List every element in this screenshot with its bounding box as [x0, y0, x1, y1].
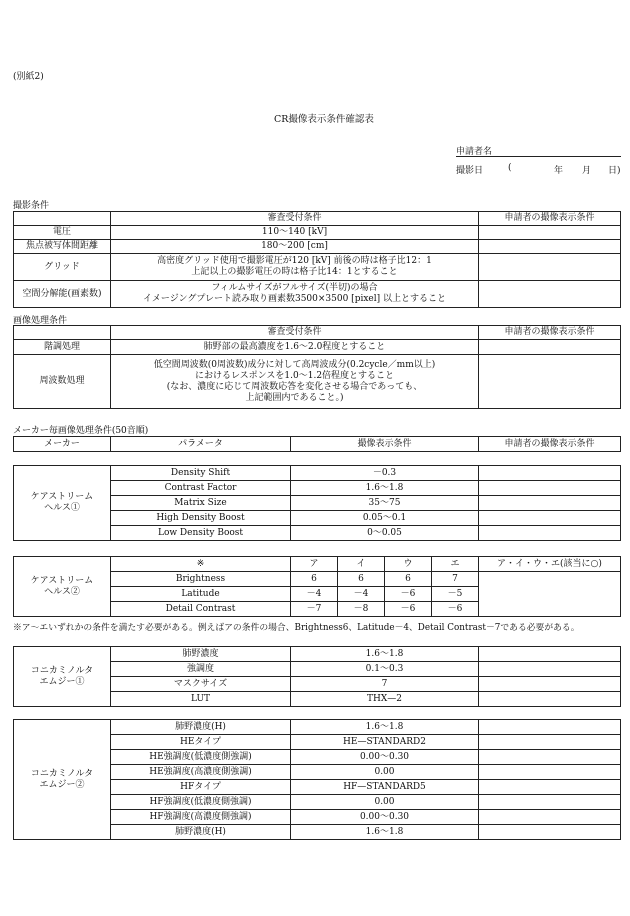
carestream2-table [13, 556, 621, 617]
condition-line: イメージングプレート読み取り画素数3500×3500 [pixel] 以上とすること [143, 294, 446, 304]
applicant-input-cell[interactable] [479, 662, 621, 677]
col-maker: メーカー [14, 437, 111, 452]
maker-line: ヘルス① [44, 503, 80, 513]
applicant-input-cell[interactable] [479, 647, 621, 662]
row-label: 周波数処理 [14, 355, 111, 409]
row-label: 階調処理 [14, 340, 111, 355]
param-cell: HF強調度(高濃度側強調) [111, 810, 291, 825]
param-cell: Latitude [111, 587, 291, 602]
applicant-option-header: ア・イ・ウ・エ(該当に○) [479, 557, 621, 572]
applicant-input-cell[interactable] [479, 795, 621, 810]
value-cell: －6 [432, 602, 479, 617]
param-cell: 肺野濃度(H) [111, 720, 291, 735]
maker-line: ヘルス② [44, 586, 80, 597]
mark-cell: ※ [111, 557, 291, 572]
value-cell: 0.05～0.1 [291, 511, 479, 526]
value-cell: 0.1～0.3 [291, 662, 479, 677]
row-label: 電圧 [14, 226, 111, 240]
value-cell: 7 [291, 677, 479, 692]
konica2-table [13, 719, 621, 840]
applicant-input-cell[interactable] [479, 240, 621, 254]
value-cell: －7 [291, 602, 338, 617]
value-cell: －8 [338, 602, 385, 617]
attachment-label: (別紙2) [13, 72, 44, 82]
applicant-input-cell[interactable] [479, 692, 621, 707]
maker-header-table [13, 436, 621, 452]
applicant-option-cell[interactable] [479, 572, 621, 617]
applicant-input-cell[interactable] [479, 254, 621, 281]
value-cell: －6 [385, 602, 432, 617]
col-cond: 撮像表示条件 [291, 437, 479, 452]
applicant-input-cell[interactable] [479, 496, 621, 511]
param-cell: 強調度 [111, 662, 291, 677]
maker-line: ケアストリーム [30, 575, 94, 586]
maker-line: コニカミノルタ [30, 665, 94, 676]
row-label: グリッド [14, 254, 111, 281]
value-cell: 7 [432, 572, 479, 587]
param-cell: High Density Boost [111, 511, 291, 526]
shooting-date-field[interactable] [456, 163, 621, 175]
date-label: 撮影日 [456, 166, 484, 176]
value-cell: 6 [385, 572, 432, 587]
param-cell: マスクサイズ [111, 677, 291, 692]
value-cell: 1.6～1.8 [291, 720, 479, 735]
applicant-input-cell[interactable] [479, 677, 621, 692]
value-cell: －0.3 [291, 466, 479, 481]
month-label: 月 [582, 166, 592, 176]
row-label: 焦点被写体間距離 [14, 240, 111, 254]
condition-text: 肺野部の最高濃度を1.6～2.0程度とすること [111, 340, 479, 355]
applicant-input-cell[interactable] [479, 226, 621, 240]
applicant-input-cell[interactable] [479, 281, 621, 308]
maker-cell [14, 720, 111, 840]
col-param: パラメータ [111, 437, 291, 452]
maker-cell [14, 647, 111, 707]
col-review: 審査受付条件 [111, 212, 479, 226]
col-applicant: 申請者の撮像表示条件 [479, 212, 621, 226]
param-cell: HE強調度(低濃度側強調) [111, 750, 291, 765]
condition-text [111, 355, 479, 409]
value-cell: HE—STANDARD2 [291, 735, 479, 750]
applicant-input-cell[interactable] [479, 466, 621, 481]
value-cell: 0.00 [291, 795, 479, 810]
param-cell: Contrast Factor [111, 481, 291, 496]
applicant-input-cell[interactable] [479, 750, 621, 765]
value-cell: －5 [432, 587, 479, 602]
param-cell: Matrix Size [111, 496, 291, 511]
shooting-conditions-table [13, 211, 621, 308]
applicant-input-cell[interactable] [479, 355, 621, 409]
maker-cell [14, 557, 111, 617]
day-label: 日) [608, 166, 621, 176]
param-cell: HFタイプ [111, 780, 291, 795]
applicant-input-cell[interactable] [479, 735, 621, 750]
param-cell: HEタイプ [111, 735, 291, 750]
value-cell: －6 [385, 587, 432, 602]
condition-text: 110～140 [kV] [111, 226, 479, 240]
value-cell: 0～0.05 [291, 526, 479, 541]
param-cell: LUT [111, 692, 291, 707]
condition-line: 上記範囲内であること。) [245, 392, 344, 403]
param-cell: Low Density Boost [111, 526, 291, 541]
param-cell: HE強調度(高濃度側強調) [111, 765, 291, 780]
param-cell: Density Shift [111, 466, 291, 481]
col-applicant: 申請者の撮像表示条件 [479, 326, 621, 340]
header-blank [14, 212, 111, 226]
konica1-table [13, 646, 621, 707]
condition-line: 高密度グリッド使用で撮影電圧が120 [kV] 前後の時は格子比12：1 [157, 256, 432, 266]
applicant-input-cell[interactable] [479, 780, 621, 795]
param-cell: 肺野濃度(H) [111, 825, 291, 840]
image-section-title: 画像処理条件 [13, 316, 68, 326]
value-cell: 1.6～1.8 [291, 825, 479, 840]
applicant-input-cell[interactable] [479, 825, 621, 840]
col-review: 審査受付条件 [111, 326, 479, 340]
condition-line: 低空間周波数(0周波数)成分に対して高周波成分(0.2cycle／mm以上) [153, 359, 436, 370]
param-cell: Brightness [111, 572, 291, 587]
value-cell: －4 [338, 587, 385, 602]
applicant-input-cell[interactable] [479, 720, 621, 735]
date-paren: ( [508, 163, 512, 173]
value-cell: 0.00 [291, 765, 479, 780]
header-blank [14, 326, 111, 340]
condition-line: フィルムサイズがフルサイズ(半切)の場合 [211, 283, 378, 293]
col-applicant: 申請者の撮像表示条件 [479, 437, 621, 452]
image-conditions-table [13, 325, 621, 409]
value-cell: 0.00～0.30 [291, 810, 479, 825]
shooting-section-title: 撮影条件 [13, 201, 50, 211]
applicant-input-cell[interactable] [479, 810, 621, 825]
page-title: CR撮像表示条件確認表 [274, 114, 374, 125]
param-cell: HF強調度(低濃度側強調) [111, 795, 291, 810]
condition-line: 上記以上の撮影電圧の時は格子比14：1とすること [191, 267, 398, 277]
value-cell: 0.00～0.30 [291, 750, 479, 765]
row-label: 空間分解能(画素数) [14, 281, 111, 308]
condition-text [111, 254, 479, 281]
applicant-input-cell[interactable] [479, 526, 621, 541]
value-cell: 35～75 [291, 496, 479, 511]
value-cell: 1.6～1.8 [291, 647, 479, 662]
option-header: イ [338, 557, 385, 572]
condition-line: におけるレスポンスを1.0～1.2倍程度とすること [194, 370, 395, 381]
carestream1-table [13, 465, 621, 541]
condition-line: (なお、濃度に応じて周波数応答を変化させる場合であっても、 [166, 381, 423, 392]
applicant-input-cell[interactable] [479, 765, 621, 780]
value-cell: 6 [338, 572, 385, 587]
param-cell: 肺野濃度 [111, 647, 291, 662]
maker-line: エムジー② [39, 779, 85, 790]
applicant-name-label: 申請者名 [456, 147, 493, 157]
value-cell: HF—STANDARD5 [291, 780, 479, 795]
option-header: ウ [385, 557, 432, 572]
value-cell: 1.6～1.8 [291, 481, 479, 496]
maker-cell [14, 466, 111, 541]
value-cell: THX—2 [291, 692, 479, 707]
option-header: ア [291, 557, 338, 572]
maker-section-title: メーカー毎画像処理条件(50音順) [13, 426, 149, 436]
applicant-input-cell[interactable] [479, 511, 621, 526]
year-label: 年 [554, 166, 564, 176]
value-cell: 6 [291, 572, 338, 587]
footnote: ※ア～エいずれかの条件を満たす必要がある。例えばアの条件の場合、Brightness6、Latitude－4、Detail Contrast－7である必要がある。 [13, 623, 580, 633]
param-cell: Detail Contrast [111, 602, 291, 617]
applicant-input-cell[interactable] [479, 340, 621, 355]
condition-text [111, 281, 479, 308]
applicant-name-field[interactable] [456, 144, 621, 157]
maker-line: エムジー① [39, 676, 85, 687]
applicant-input-cell[interactable] [479, 481, 621, 496]
maker-line: コニカミノルタ [30, 768, 94, 779]
maker-line: ケアストリーム [30, 492, 94, 502]
condition-text: 180～200 [cm] [111, 240, 479, 254]
value-cell: －4 [291, 587, 338, 602]
option-header: エ [432, 557, 479, 572]
